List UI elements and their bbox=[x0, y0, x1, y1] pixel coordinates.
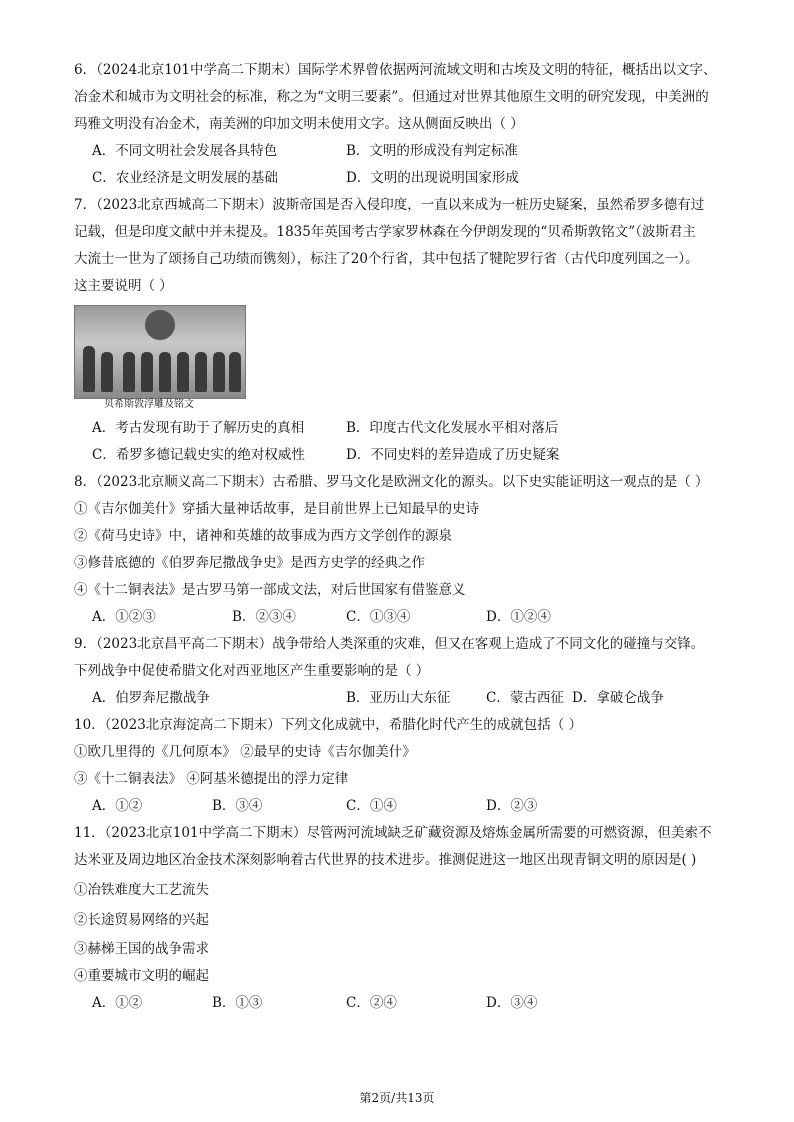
q10-statements-1-2: ①欧几里得的《几何原本》 ②最早的史诗《吉尔伽美什》 bbox=[74, 744, 416, 760]
q11-option-b: B．①③ bbox=[212, 995, 263, 1011]
q9-option-c: C．蒙古西征 bbox=[486, 690, 564, 706]
relief-figure bbox=[213, 352, 225, 392]
q8-option-d: D．①②④ bbox=[486, 609, 551, 625]
q7-stem-line-3: 大流士一世为了颂扬自己功绩而镌刻），标注了20个行省，其中包括了犍陀罗行省（古代印度列国之一）。 bbox=[74, 251, 699, 267]
q11-option-c: C．②④ bbox=[346, 995, 397, 1011]
q7-stem-line-1: 7．（2023北京西城高二下期末）波斯帝国是否入侵印度，一直以来成为一桩历史疑案，虽然希罗多德有过 bbox=[74, 197, 705, 213]
q11-option-d: D．③④ bbox=[486, 995, 538, 1011]
q9-option-a: A．伯罗奔尼撒战争 bbox=[92, 690, 210, 706]
relief-figure bbox=[195, 352, 207, 392]
q10-option-c: C．①④ bbox=[346, 798, 397, 814]
relief-figure bbox=[159, 352, 171, 392]
q8-statement-4: ④《十二铜表法》是古罗马第一部成文法，对后世国家有借鉴意义 bbox=[74, 582, 466, 598]
q8-option-c: C．①③④ bbox=[346, 609, 411, 625]
q10-option-b: B．③④ bbox=[212, 798, 263, 814]
q7-stem-line-2: 记载，但是印度文献中并未提及。1835年英国考古学家罗林森在今伊朗发现的“贝希斯敦铭文”（波斯君主 bbox=[74, 224, 696, 240]
relief-figure bbox=[123, 352, 135, 392]
q11-stem-line-1: 11．（2023北京101中学高二下期末）尽管两河流域缺乏矿藏资源及熔炼金属所需要的可燃资源，但美索不 bbox=[74, 825, 712, 841]
q8-option-a: A．①②③ bbox=[92, 609, 156, 625]
q6-stem-line-2: 冶金术和城市为文明社会的标准，称之为“文明三要素”。但通过对世界其他原生文明的研究发现，中美洲的 bbox=[74, 89, 709, 105]
page-number-footer: 第2页/共13页 bbox=[359, 1091, 435, 1105]
q11-statement-3: ③赫梯王国的战争需求 bbox=[74, 941, 209, 957]
q6-stem-line-3: 玛雅文明没有冶金术，南美洲的印加文明未使用文字。这从侧面反映出（ ） bbox=[74, 116, 524, 132]
q11-option-a: A．①② bbox=[92, 995, 143, 1011]
q8-statement-3: ③修昔底德的《伯罗奔尼撒战争史》是西方史学的经典之作 bbox=[74, 555, 425, 571]
q6-option-d: D．文明的出现说明国家形成 bbox=[346, 170, 519, 186]
figure-caption: 贝希斯敦浮雕及铭文 bbox=[104, 399, 194, 410]
q7-option-d: D．不同史料的差异造成了历史疑案 bbox=[346, 447, 560, 463]
q11-statement-4: ④重要城市文明的崛起 bbox=[74, 968, 209, 984]
q6-stem-line-1: 6．（2024北京101中学高二下期末）国际学术界曾依据两河流域文明和古埃及文明的特征，概括出以文字、 bbox=[74, 62, 717, 78]
q9-option-b: B．亚历山大东征 bbox=[346, 690, 451, 706]
relief-emblem bbox=[145, 310, 175, 340]
q10-option-d: D．②③ bbox=[486, 798, 538, 814]
relief-figure bbox=[229, 352, 241, 392]
q7-option-a: A．考古发现有助于了解历史的真相 bbox=[92, 420, 305, 436]
q11-statement-2: ②长途贸易网络的兴起 bbox=[74, 912, 209, 928]
q7-option-c: C．希罗多德记载史实的绝对权威性 bbox=[92, 447, 305, 463]
q8-stem-line-1: 8．（2023北京顺义高二下期末）古希腊、罗马文化是欧洲文化的源头。以下史实能证明这一观点的是（ ） bbox=[74, 474, 709, 490]
q7-stem-line-4: 这主要说明（ ） bbox=[74, 278, 173, 294]
relief-figure bbox=[177, 352, 189, 392]
q9-stem-line-1: 9．（2023北京昌平高二下期末）战争带给人类深重的灾难，但又在客观上造成了不同文化的碰撞与交锋。 bbox=[74, 636, 705, 652]
q8-statement-1: ①《吉尔伽美什》穿插大量神话故事，是目前世界上已知最早的史诗 bbox=[74, 501, 479, 517]
q10-statements-3-4: ③《十二铜表法》 ④阿基米德提出的浮力定律 bbox=[74, 771, 349, 787]
q7-option-b: B．印度古代文化发展水平相对落后 bbox=[346, 420, 559, 436]
q6-option-c: C．农业经济是文明发展的基础 bbox=[92, 170, 278, 186]
q10-option-a: A．①② bbox=[92, 798, 143, 814]
relief-figure bbox=[83, 346, 95, 392]
q6-option-a: A．不同文明社会发展各具特色 bbox=[92, 143, 278, 159]
q10-stem-line-1: 10．（2023北京海淀高二下期末）下列文化成就中，希腊化时代产生的成就包括（ ） bbox=[74, 717, 583, 733]
relief-figure bbox=[101, 352, 113, 392]
relief-figure bbox=[141, 352, 153, 392]
q6-option-b: B．文明的形成没有判定标准 bbox=[346, 143, 518, 159]
q11-stem-line-2: 达米亚及周边地区冶金技术深刻影响着古代世界的技术进步。推测促进这一地区出现青铜文明的原因是( ) bbox=[74, 852, 697, 868]
q9-stem-line-2: 下列战争中促使希腊文化对西亚地区产生重要影响的是（ ） bbox=[74, 663, 430, 679]
behistun-relief-image bbox=[74, 305, 246, 399]
q8-statement-2: ②《荷马史诗》中，诸神和英雄的故事成为西方文学创作的源泉 bbox=[74, 528, 452, 544]
q11-statement-1: ①冶铁难度大工艺流失 bbox=[74, 882, 209, 898]
q9-option-d: D．拿破仑战争 bbox=[572, 690, 664, 706]
q8-option-b: B．②③④ bbox=[232, 609, 296, 625]
